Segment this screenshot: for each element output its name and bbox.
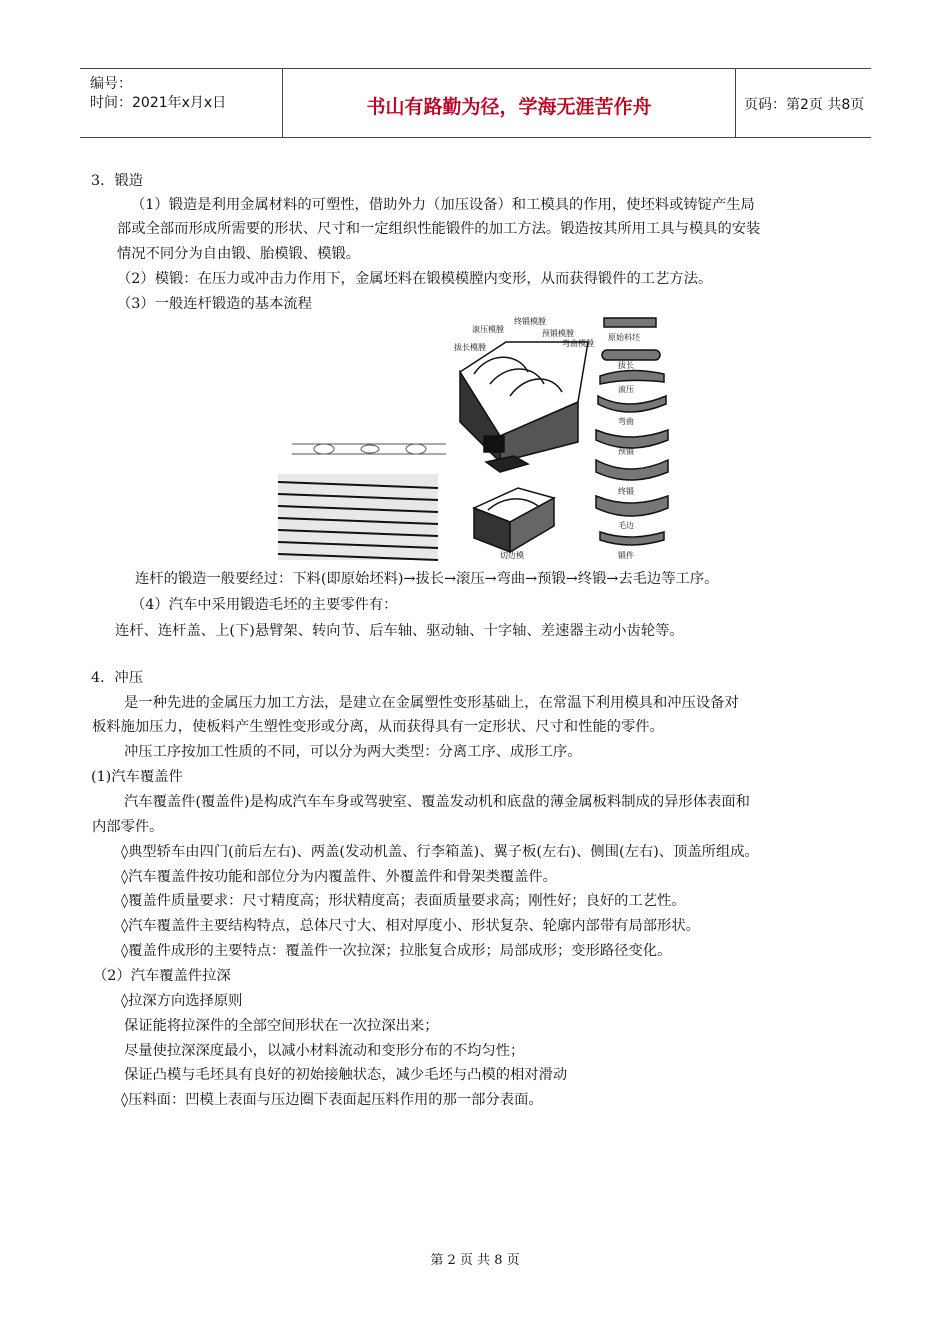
forging-p1-a: （1）锻造是利用金属材料的可塑性，借助外力（加压设备）和工模具的作用，使坯料或铸锭产生局 <box>131 197 755 213</box>
label-final-cavity: 终锻模膛 <box>514 317 546 326</box>
label-stage-bend: 弯曲 <box>618 417 634 426</box>
motto: 书山有路勤为径，学海无涯苦作舟 <box>366 96 652 118</box>
label-roll-cavity: 滚压模膛 <box>472 325 504 334</box>
deep-draw-line-2: 尽量使拉深深度最小，以减小材料流动和变形分布的不均匀性； <box>124 1043 525 1059</box>
number-label: 编号： <box>90 76 132 92</box>
label-stage-flash: 毛边 <box>618 521 634 530</box>
label-stage-draw: 拔长 <box>618 361 634 370</box>
cover-bullet-5: ◊覆盖件成形的主要特点：覆盖件一次拉深；拉胀复合成形；局部成形；变形路径变化。 <box>121 943 672 959</box>
deep-draw-bullet-1: ◊拉深方向选择原则 <box>121 993 243 1009</box>
label-stage-pre: 预锻 <box>618 447 634 456</box>
label-stage-forging: 锻件 <box>618 551 634 560</box>
label-trim-die: 切边模 <box>500 551 524 560</box>
cover-bullet-4: ◊汽车覆盖件主要结构特点，总体尺寸大、相对厚度小、形状复杂、轮廓内部带有局部形状。 <box>121 918 700 934</box>
page-label: 页码：第2页 共8页 <box>744 97 865 113</box>
cover-bullet-3: ◊覆盖件质量要求：尺寸精度高；形状精度高；表面质量要求高；刚性好；良好的工艺性。 <box>121 893 686 909</box>
forging-p1-c: 情况不同分为自由锻、胎模锻、模锻。 <box>117 246 361 262</box>
forging-parts: 连杆、连杆盖、上(下)悬臂架、转向节、后车轴、驱动轴、十字轴、差速器主动小齿轮等。 <box>115 623 684 639</box>
stacked-plates-drawing <box>278 474 438 560</box>
mold-line-drawing <box>292 444 446 454</box>
header-motto-cell <box>282 69 736 137</box>
header-table <box>80 68 871 138</box>
forging-p1-b: 部或全部而形成所需要的形状、尺寸和一定组织性能锻件的加工方法。锻造按其所用工具与模具的安装 <box>117 221 761 237</box>
label-stage-roll: 滚压 <box>618 385 634 394</box>
forging-p4: （4）汽车中采用锻造毛坯的主要零件有： <box>131 597 398 613</box>
cover-bullet-1: ◊典型轿车由四门(前后左右)、两盖(发动机盖、行李箱盖)、翼子板(左右)、侧围(左右)、顶盖所组成。 <box>121 844 759 860</box>
stamping-p2: 冲压工序按加工性质的不同，可以分为两大类型：分离工序、成形工序。 <box>124 744 582 760</box>
page-footer: 第 2 页 共 8 页 <box>430 1253 520 1268</box>
forging-die-block <box>460 342 588 462</box>
forging-stages <box>596 318 668 545</box>
stamping-p1-b: 板料施加压力，使板料产生塑性变形或分离，从而获得具有一定形状、尺寸和性能的零件。 <box>92 719 664 735</box>
stamping-p1-a: 是一种先进的金属压力加工方法，是建立在金属塑性变形基础上，在常温下利用模具和冲压设备对 <box>124 695 739 711</box>
deep-draw-title: （2）汽车覆盖件拉深 <box>93 968 231 984</box>
forging-title: 3．锻造 <box>91 173 143 189</box>
forging-p3: （3）一般连杆锻造的基本流程 <box>117 296 312 312</box>
date-label: 时间：2021年x月x日 <box>90 95 227 111</box>
label-draw-cavity: 拔长模膛 <box>454 343 486 352</box>
header-page-cell <box>736 69 871 137</box>
label-bend-cavity: 弯曲模膛 <box>562 339 594 348</box>
stamping-title: 4．冲压 <box>91 670 143 686</box>
cover-title: (1)汽车覆盖件 <box>91 769 183 785</box>
header-left-cell <box>80 69 282 137</box>
deep-draw-bullet-2: ◊压料面：凹模上表面与压边圈下表面起压料作用的那一部分表面。 <box>121 1092 543 1108</box>
deep-draw-line-3: 保证凸模与毛坯具有良好的初始接触状态，减少毛坯与凸模的相对滑动 <box>124 1067 568 1083</box>
forging-process-figure <box>278 312 678 564</box>
label-stage-blank: 原始料坯 <box>608 333 640 342</box>
cover-p1-a: 汽车覆盖件(覆盖件)是构成汽车车身或驾驶室、覆盖发动机和底盘的薄金属板料制成的异形体表面和 <box>124 794 750 810</box>
trim-die <box>474 456 554 552</box>
deep-draw-line-1: 保证能将拉深件的全部空间形状在一次拉深出来； <box>124 1018 439 1034</box>
cover-bullet-2: ◊汽车覆盖件按功能和部位分为内覆盖件、外覆盖件和骨架类覆盖件。 <box>121 869 557 885</box>
forging-p2: （2）模锻：在压力或冲击力作用下，金属坯料在锻模模膛内变形，从而获得锻件的工艺方法。 <box>117 271 713 287</box>
forging-flow: 连杆的锻造一般要经过：下料(即原始坯料)→拔长→滚压→弯曲→预锻→终锻→去毛边等工序。 <box>135 571 719 587</box>
label-stage-final: 终锻 <box>618 487 634 496</box>
cover-p1-b: 内部零件。 <box>92 819 164 835</box>
label-pre-cavity: 预锻模膛 <box>542 329 574 338</box>
